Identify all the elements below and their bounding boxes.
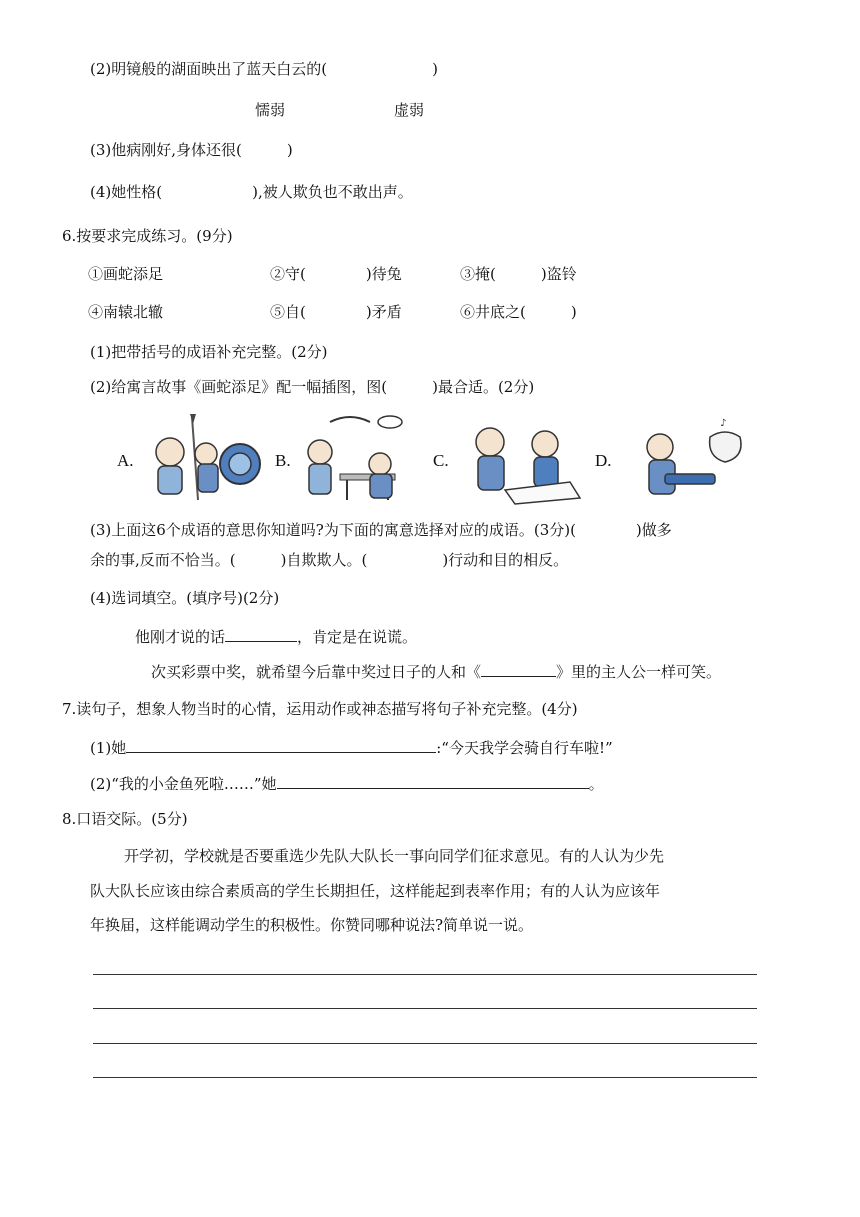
q6-sub-2: (2)给寓言故事《画蛇添足》配一幅插图，图( )最合适。(2分): [90, 378, 535, 396]
answer-line-2[interactable]: [93, 1008, 757, 1009]
q6-idiom-1: ①画蛇添足: [88, 265, 164, 283]
q5-option-2: 虚弱: [394, 101, 425, 119]
q7-sentence-2: [90, 773, 604, 794]
answer-line-4[interactable]: [93, 1077, 757, 1078]
q6-sub-3-line-1: (3)上面这6个成语的意思你知道吗?为下面的寓意选择对应的成语。(3分)( )做多: [90, 521, 672, 539]
q6-sub-4-sentence-1: [135, 626, 417, 647]
q8-paragraph-line-3: 年换届，这样能调动学生的积极性。你赞同哪种说法?简单说一说。: [90, 916, 534, 934]
sentence-2-blank[interactable]: [481, 661, 556, 677]
sentence-2-start: 次买彩票中奖，就希望今后靠中奖过日子的人和《: [151, 663, 482, 681]
pic-label-b: B.: [275, 451, 291, 470]
q8-paragraph-line-1: 开学初，学校就是否要重选少先队大队长一事向同学们征求意见。有的人认为少先: [124, 847, 665, 865]
q7-s1-end: :“今天我学会骑自行车啦!”: [436, 739, 613, 757]
q7-title: 7.读句子，想象人物当时的心情，运用动作或神态描写将句子补充完整。(4分): [62, 700, 578, 718]
q5-item-4: (4)她性格( ),被人欺负也不敢出声。: [90, 183, 413, 201]
q6-sub-4-sentence-2: [151, 661, 721, 682]
q6-idiom-3: ③掩( )盗铃: [460, 265, 577, 283]
sentence-1-end: ，肯定是在说谎。: [297, 628, 418, 646]
q8-title: 8.口语交际。(5分): [62, 810, 188, 828]
sentence-1-start: 他刚才说的话: [135, 628, 226, 646]
q6-sub-1: (1)把带括号的成语补充完整。(2分): [90, 343, 328, 361]
q6-idiom-4: ④南辕北辙: [88, 303, 164, 321]
q6-title: 6.按要求完成练习。(9分): [62, 227, 233, 245]
sentence-2-end: 》里的主人公一样可笑。: [556, 663, 722, 681]
q7-s2-start: (2)“我的小金鱼死啦……”她: [90, 775, 277, 793]
q5-item-3: (3)他病刚好,身体还很( ): [90, 141, 293, 159]
pic-label-a: A.: [117, 451, 134, 470]
q6-idiom-2: ②守( )待兔: [270, 265, 402, 283]
q7-s1-blank[interactable]: [126, 737, 436, 753]
q6-idiom-6: ⑥井底之( ): [460, 303, 577, 321]
soldier-with-spear-and-shield-illustration: [140, 412, 265, 507]
q6-idiom-5: ⑤自( )矛盾: [270, 303, 402, 321]
q6-sub-3-line-2: 余的事,反而不恰当。( )自欺欺人。( )行动和目的相反。: [90, 551, 569, 569]
pic-label-d: D.: [595, 451, 612, 470]
painters-at-table-illustration: [295, 412, 420, 507]
q6-sub-4: (4)选词填空。(填序号)(2分): [90, 589, 280, 607]
sentence-1-blank[interactable]: [225, 626, 297, 642]
q5-option-1: 懦弱: [255, 101, 286, 119]
q7-sentence-1: [90, 737, 613, 758]
q7-s2-blank[interactable]: [277, 773, 589, 789]
q7-s2-end: 。: [588, 775, 604, 793]
svg-text:♪: ♪: [720, 418, 727, 429]
two-people-drawing-on-paper-illustration: [460, 412, 585, 507]
person-playing-zither-illustration: [625, 412, 755, 507]
answer-line-3[interactable]: [93, 1043, 757, 1044]
q7-s1-start: (1)她: [90, 739, 127, 757]
answer-line-1[interactable]: [93, 974, 757, 975]
q5-item-2: (2)明镜般的湖面映出了蓝天白云的( ): [90, 60, 438, 78]
pic-label-c: C.: [433, 451, 449, 470]
q8-paragraph-line-2: 队大队长应该由综合素质高的学生长期担任，这样能起到表率作用；有的人认为应该年: [90, 882, 661, 900]
